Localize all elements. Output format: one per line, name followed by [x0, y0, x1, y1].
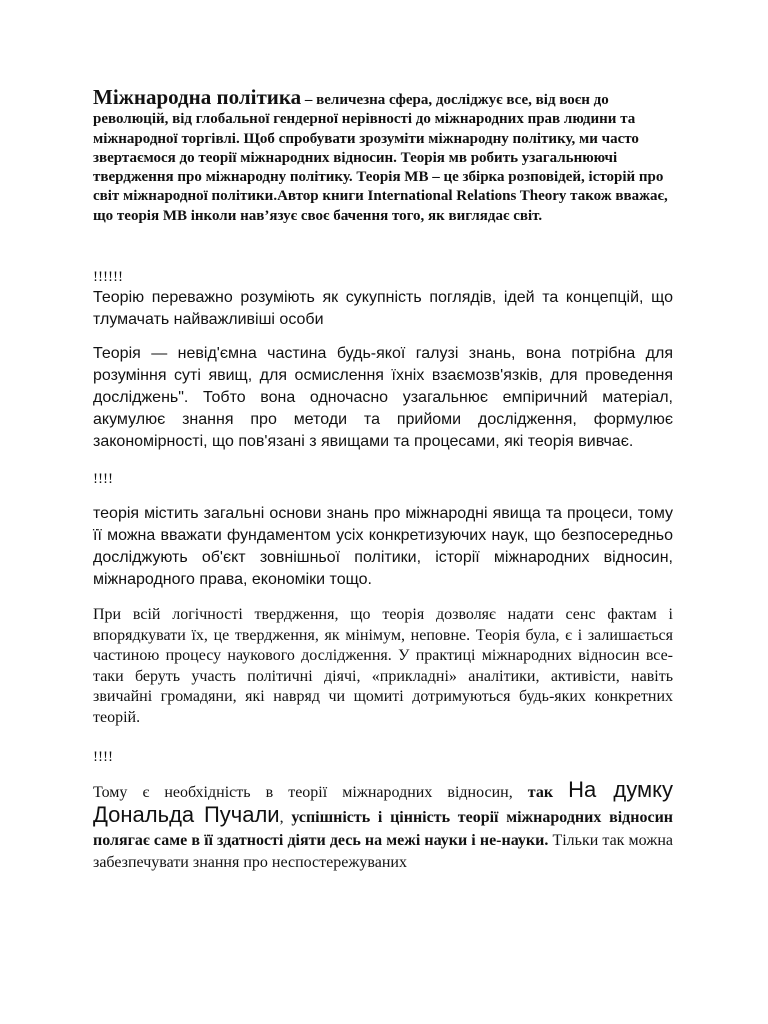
puchala-quote: успішність і цінність теорії міжнародних відносин полягає саме в її здатності діяти десь на межі науки і не-науки. — [93, 809, 674, 849]
exclamation-marks: !!!!!! — [93, 269, 123, 285]
theory-role-paragraph: Теорія — невід'ємна частина будь-якої галузі знань, вона потрібна для розуміння суті явищ, для осмислення їхніх взаємозв'язків, для проведення досліджень". Тобто вона одночасно узагальнює емпіричний матеріал, акумулює знання про методи та прийоми дослідження, формулює закономірності, що пов'язані з явищами та процесами, які теорія вивчає. — [93, 345, 673, 450]
intro-text: – величезна сфера, досліджує все, від воєн до революцій, від глобальної гендерної нерівності до міжнародних прав людини та міжнародної торгівлі. Щоб спробувати зрозуміти міжнародну політику, ми часто звертаємося до теорії міжнародних відносин. Теорія мв робить узагальнюючі твердження про міжнародну політику. Теорія МВ – це збірка розповідей, історій про світ міжнародної політики.Автор книги International Relations Theory також вважає, що теорія МВ інколи нав’язує своє бачення того, як виглядає світ. — [93, 92, 668, 224]
document-title: Міжнародна політика — [93, 85, 302, 109]
puchala-end: Тільки так можна забезпечувати знання про неспостережуваних — [93, 831, 673, 872]
exclamation-marks: !!!! — [93, 748, 113, 765]
puchala-tak: так — [527, 783, 569, 801]
document-page — [93, 85, 674, 875]
intro-paragraph — [93, 85, 673, 253]
exclamation-marks: !!!! — [93, 471, 113, 487]
theory-critique-paragraph: При всій логічності твердження, що теорія дозволяє надати сенс фактам і впорядкувати їх, це твердження, як мінімум, неповне. Теорія була, є і залишається частиною процесу наукового дослідження. У практиці міжнародних відносин все-таки беруть участь політичні діячі, «прикладні» аналітики, активісти, навіть звичайні громадяни, які навряд чи щомиті дотримуються будь-яких конкретних теорій. — [93, 606, 673, 726]
theory-definition-paragraph: Теорію переважно розуміють як сукупність поглядів, ідей та концепцій, що тлумачать найважливіші особи — [93, 289, 673, 328]
puchala-paragraph — [93, 776, 674, 875]
theory-foundation-paragraph: теорія містить загальні основи знань про міжнародні явища та процеси, тому її можна вважати фундаментом усіх конкретизуючих наук, що безпосередньо досліджують об'єкт зовнішньої політики, історії міжнародних відносин, міжнародного права, економіки тощо. — [93, 505, 673, 588]
puchala-comma: , — [279, 809, 292, 827]
puchala-intro: Тому є необхідність в теорії міжнародних відносин, — [93, 783, 528, 801]
puchala-name: На думку Дональда Пучали — [93, 776, 673, 828]
